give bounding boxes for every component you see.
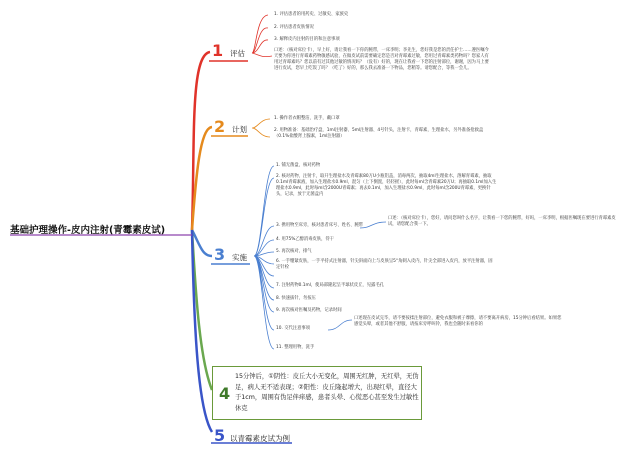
branch-3-connector [192, 230, 212, 256]
branch-3-item-7: 7. 注射药物0.1ml，使局部隆起呈半球状皮丘，见露毛孔 [276, 283, 384, 288]
branch-1-item-2: 2. 评估患者皮肤情况 [274, 25, 314, 30]
branch-2-number: 2 [214, 117, 226, 136]
branch-2-item-2: 2. 用物准备：基础治疗盘，1ml注射器、5ml注射器、4号针头，注射卡，青霉素，生理盐水，另外准备抢救盒（0.1%盐酸肾上腺素，1ml注射器） [274, 128, 484, 139]
branch-3-number: 3 [214, 245, 226, 264]
branch-3-label: 实施 [232, 253, 247, 262]
branch-2-item-1: 1. 操作者衣帽整洁，洗手，戴口罩 [274, 116, 340, 121]
branch-1-fan [252, 15, 272, 57]
branch-3-item-2: 2. 核对药物，注射卡，取开生理盐水及青霉素80万U小瓶铝盖，消毒两次，抽取4ml生理盐水，溶解青霉素，抽取0.1ml青霉素液，加入生理盐水0.9ml，混匀（上下倒置，轻轻摇），此时每ml含青霉素20万U；再抽取0.1ml加入生理盐水0.9ml，此时每ml含2000U青霉素；再去0.1ml，加入生理盐水0.9ml，此时每ml含200U青霉素，更换针头，记录，放于无菌盒内 [276, 174, 497, 197]
branch-3-item-4: 4. 用75%乙醇消毒皮肤，待干 [276, 237, 334, 242]
branch-3-item-10-script: 口述现在皮试完毕，请不要按揉注射部位，避免衣服和被子摩擦，请不要离开病房，15分钟后看结果。如果您感觉头晕，或者其他不舒服，请按床旁呼叫铃，我也会随时来看你的 [354, 316, 562, 327]
branch-2-label: 计划 [232, 125, 247, 134]
script-10-connector [328, 320, 352, 330]
branch-5-number: 5 [214, 426, 226, 445]
branch-3-item-3-script: 口述：（核对床位卡），您好，请问您叫什么名字，让我看一下您的腕带，好吗，一床李明，根据医嘱现在要进行青霉素皮试，请您配合我一下。 [388, 216, 616, 227]
branch-3-item-11: 11. 整理用物，洗手 [276, 345, 315, 350]
branch-1-item-1: 1. 评估患者的用药史、过敏史、家族史 [274, 12, 349, 17]
branch-1-label: 评估 [230, 49, 245, 58]
branch-3-item-6: 6. 一手绷紧皮肤，一手平持式注射器，针尖斜面向上与皮肤呈5°角刺入皮内，针尖全部进入皮内，放平注射器，固定针栓 [276, 259, 493, 270]
branch-3-fan [254, 166, 274, 349]
branch-4-text: 15分钟后，①阴性：皮丘大小无变化，周围无红肿，无红晕，无伪足，病人无不适表现；②阳性：皮丘隆起增大，出现红晕，直径大于1cm，周围有伪足伴痒感，患者头晕、心慌恶心甚至发生过敏性休克 [235, 373, 419, 412]
branch-2-fan [252, 119, 270, 137]
branch-3-item-5: 5. 再次核对，排气 [276, 249, 312, 254]
branch-1-number: 1 [212, 41, 224, 60]
branch-3-item-9: 9. 再次核对医嘱及药物，记录时间 [276, 308, 342, 313]
branch-5-label: 以青霉素皮试为例 [230, 434, 290, 443]
branch-4-number: 4 [219, 384, 231, 403]
branch-3-item-1: 1. 铺无菌盘，核对药物 [276, 163, 321, 168]
branch-1-script: 口述：（核对床位卡），早上好，请让我看一下你的腕带，一床李明；李先生，您好我是您的责任护士……遵医嘱今天要为你进行青霉素药物敏感试验，在做皮试前需要确定您是否对青霉素过敏，您用过青霉素类药物吗？您家人有用过青霉素吗？您以前有过其他过敏的情况吗？（没有）好的，现在让我看一下您的注射部位，谢谢，因为马上要进行皮试，您早上吃饭了吗？（吃了）好的，那么我去准备一下物品，您稍等。请您配合，等我一会儿。 [274, 48, 489, 71]
branch-3-item-8: 8. 快速拔针，勿按压 [276, 296, 316, 301]
branch-3-item-3: 3. 携用物至床旁，核对患者床号、姓名、腕带 [276, 223, 364, 228]
branch-4-box [212, 366, 422, 420]
branch-2-connector [192, 127, 212, 230]
branch-1-item-3: 3. 解释皮内注射的目的和注意事项 [274, 37, 340, 42]
branch-3-item-10: 10. 交代注意事项 [276, 326, 310, 331]
script-3-connector [360, 222, 386, 228]
root-title: 基础护理操作-皮内注射(青霉素皮试) [10, 225, 166, 236]
